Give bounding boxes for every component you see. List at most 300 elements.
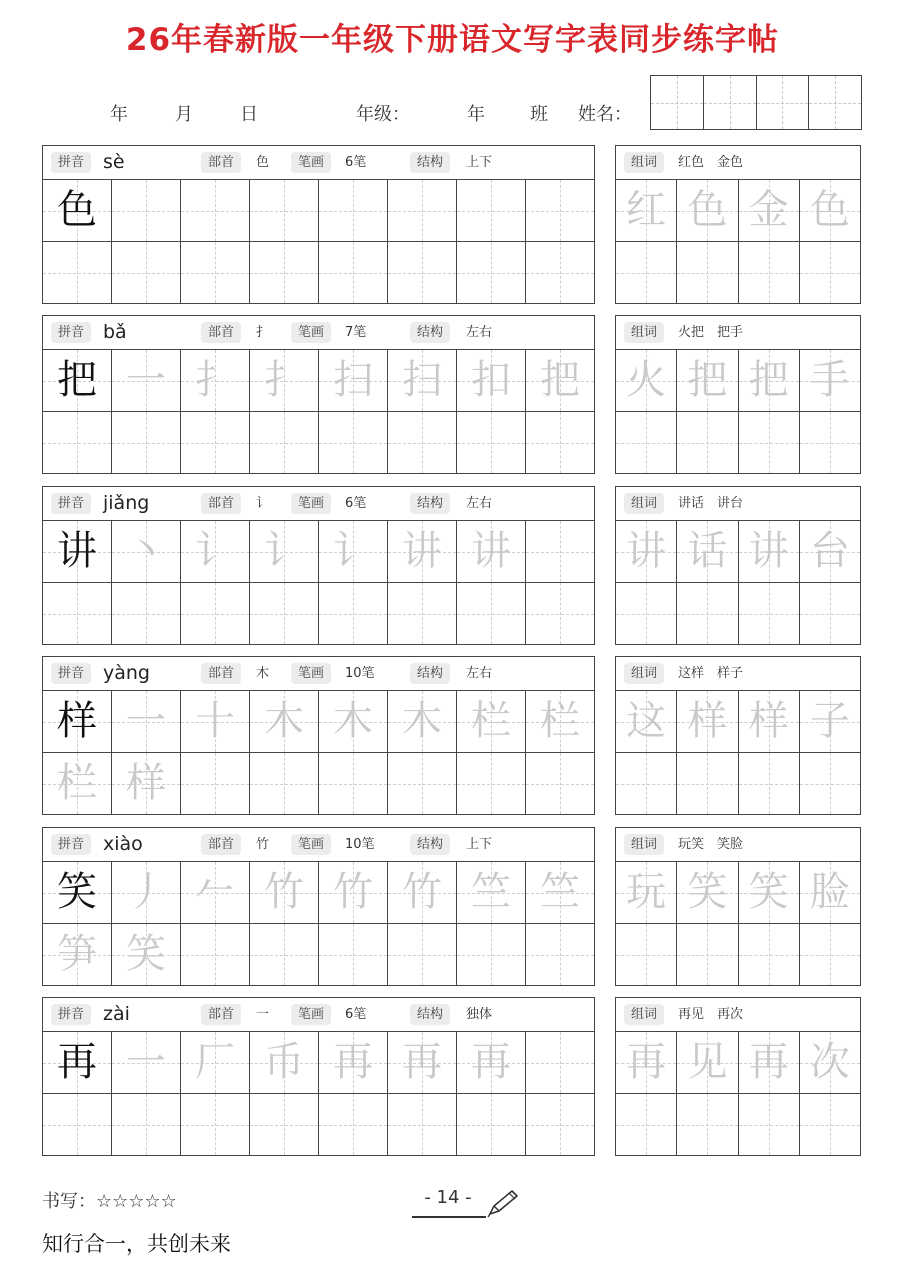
name-cell[interactable]: [809, 76, 861, 129]
writing-score: 书写：☆☆☆☆☆: [42, 1191, 177, 1212]
tian-grid: [43, 350, 594, 473]
tian-cell[interactable]: [739, 350, 800, 411]
day-label: 日: [240, 104, 258, 125]
tian-cell[interactable]: [457, 862, 526, 923]
practice-block: [42, 315, 595, 474]
tian-cell[interactable]: [388, 862, 457, 923]
practice-block: [42, 486, 595, 645]
trace-character: [457, 1094, 525, 1155]
trace-character: 木: [264, 698, 304, 744]
tian-cell[interactable]: [388, 521, 457, 582]
tian-cell[interactable]: [677, 521, 738, 582]
name-cell[interactable]: [651, 76, 704, 129]
name-writing-grid[interactable]: [650, 75, 862, 130]
grid-row: [616, 691, 860, 752]
tian-cell[interactable]: [319, 691, 388, 752]
model-character: 笑: [57, 869, 97, 915]
trace-character: [43, 583, 111, 644]
practice-block: [42, 997, 595, 1156]
pinyin-value: zài: [103, 1003, 130, 1025]
trace-character: [457, 180, 525, 241]
tian-cell[interactable]: [739, 521, 800, 582]
radical-value: 讠: [256, 496, 270, 511]
tian-cell[interactable]: [526, 412, 594, 473]
trace-character: 𠂉: [195, 869, 235, 915]
tian-cell[interactable]: [388, 753, 457, 814]
trace-character: [388, 242, 456, 303]
tian-cell[interactable]: [457, 242, 526, 303]
tian-cell[interactable]: [526, 1094, 594, 1155]
strokes-value: 7笔: [345, 325, 367, 340]
word-trace-character: 样: [687, 698, 728, 744]
tian-cell[interactable]: [526, 583, 594, 644]
tian-cell[interactable]: [250, 691, 319, 752]
structure-value: 上下: [466, 837, 493, 852]
tian-cell[interactable]: [616, 350, 677, 411]
tian-cell[interactable]: [319, 350, 388, 411]
radical-value: 色: [256, 155, 270, 170]
grid-row: [43, 691, 594, 752]
trace-character: 竺: [540, 869, 580, 915]
tian-cell[interactable]: [677, 753, 738, 814]
trace-character: [526, 753, 594, 814]
tian-cell[interactable]: [457, 753, 526, 814]
tian-cell[interactable]: [526, 242, 594, 303]
structure-tag: 结构: [410, 493, 450, 514]
strokes-tag: 笔画: [291, 663, 331, 684]
tian-cell[interactable]: [739, 924, 800, 985]
tian-cell[interactable]: [112, 691, 181, 752]
tian-cell[interactable]: [800, 521, 860, 582]
tian-cell[interactable]: [181, 180, 250, 241]
strokes-tag: 笔画: [291, 493, 331, 514]
tian-cell[interactable]: [739, 583, 800, 644]
tian-cell[interactable]: [739, 242, 800, 303]
tian-cell[interactable]: [677, 691, 738, 752]
tian-cell[interactable]: [319, 753, 388, 814]
word-trace-character: 再: [626, 1039, 667, 1085]
block-header: [43, 998, 594, 1032]
grid-row: [616, 241, 860, 303]
trace-character: 扣: [471, 357, 511, 403]
tian-cell[interactable]: [616, 1094, 677, 1155]
tian-cell[interactable]: [250, 583, 319, 644]
tian-cell[interactable]: [616, 1032, 677, 1093]
tian-cell[interactable]: [457, 1094, 526, 1155]
grid-row: [616, 1032, 860, 1093]
trace-character: [457, 924, 525, 985]
tian-cell[interactable]: [800, 691, 860, 752]
word-block: [615, 656, 861, 815]
radical-tag: 部首: [201, 663, 241, 684]
trace-character: [181, 180, 249, 241]
word-trace-character: 火: [626, 357, 667, 403]
pinyin-value: sè: [103, 151, 125, 173]
trace-character: [526, 180, 594, 241]
trace-character: [457, 242, 525, 303]
structure-value: 独体: [466, 1007, 493, 1022]
trace-character: [181, 412, 249, 473]
tian-cell[interactable]: [616, 180, 677, 241]
tian-cell[interactable]: [800, 180, 860, 241]
tian-cell[interactable]: [181, 924, 250, 985]
tian-cell[interactable]: [250, 1032, 319, 1093]
tian-cell[interactable]: [616, 924, 677, 985]
tian-grid: [43, 180, 594, 303]
tian-cell[interactable]: [112, 862, 181, 923]
tian-cell[interactable]: [319, 521, 388, 582]
trace-character: [250, 1094, 318, 1155]
tian-cell[interactable]: [250, 350, 319, 411]
word-trace-character: 这: [626, 698, 667, 744]
tian-cell[interactable]: [800, 1094, 860, 1155]
block-header: [43, 828, 594, 862]
tian-cell[interactable]: [112, 753, 181, 814]
tian-cell[interactable]: [250, 1094, 319, 1155]
trace-character: [181, 753, 249, 814]
tian-cell[interactable]: [616, 412, 677, 473]
tian-cell[interactable]: [526, 350, 594, 411]
tian-cell[interactable]: [112, 521, 181, 582]
tian-cell[interactable]: [250, 753, 319, 814]
trace-character: [526, 242, 594, 303]
tian-grid: [43, 1032, 594, 1155]
trace-character: 竹: [333, 869, 373, 915]
tian-cell[interactable]: [388, 180, 457, 241]
tian-cell[interactable]: [250, 412, 319, 473]
tian-cell[interactable]: [526, 862, 594, 923]
tian-cell[interactable]: [388, 1032, 457, 1093]
grid-row: [43, 411, 594, 473]
word-grid: [616, 691, 860, 814]
tian-cell[interactable]: [800, 1032, 860, 1093]
tian-cell[interactable]: [800, 583, 860, 644]
tian-cell[interactable]: [677, 1094, 738, 1155]
radical-value: 扌: [256, 325, 270, 340]
tian-cell[interactable]: [388, 350, 457, 411]
word-block: [615, 827, 861, 986]
trace-character: [250, 583, 318, 644]
tian-cell[interactable]: [616, 862, 677, 923]
word-trace-character: 子: [809, 698, 850, 744]
tian-cell[interactable]: [457, 521, 526, 582]
strokes-value: 6笔: [345, 496, 367, 511]
tian-cell[interactable]: [739, 691, 800, 752]
tian-cell[interactable]: [457, 350, 526, 411]
grid-row: [43, 350, 594, 411]
trace-character: [319, 583, 387, 644]
tian-cell[interactable]: [181, 862, 250, 923]
page-number: - 14 -: [424, 1187, 472, 1208]
tian-cell[interactable]: [616, 521, 677, 582]
pencil-icon: [486, 1188, 520, 1218]
trace-character: 讠: [333, 528, 373, 574]
words-tag: 组词: [624, 493, 664, 514]
grid-row: [43, 923, 594, 985]
word-trace-character: 手: [809, 357, 850, 403]
pinyin-tag: 拼音: [51, 834, 91, 855]
trace-character: 讠: [195, 528, 235, 574]
tian-cell[interactable]: [181, 753, 250, 814]
structure-tag: 结构: [410, 663, 450, 684]
tian-cell[interactable]: [388, 412, 457, 473]
words-value: 红色 金色: [678, 155, 744, 170]
tian-cell[interactable]: [112, 924, 181, 985]
grid-row: [43, 862, 594, 923]
tian-cell[interactable]: [677, 924, 738, 985]
word-block-header: [616, 998, 860, 1032]
trace-character: [457, 753, 525, 814]
trace-character: [319, 924, 387, 985]
tian-cell[interactable]: [319, 1094, 388, 1155]
trace-character: [181, 242, 249, 303]
tian-cell[interactable]: [677, 242, 738, 303]
tian-cell[interactable]: [800, 862, 860, 923]
trace-character: [250, 242, 318, 303]
tian-cell[interactable]: [112, 180, 181, 241]
grid-row: [616, 411, 860, 473]
word-block-header: [616, 828, 860, 862]
trace-character: [181, 583, 249, 644]
grid-row: [43, 1093, 594, 1155]
tian-cell[interactable]: [112, 1094, 181, 1155]
word-trace-character: 色: [687, 187, 728, 233]
word-trace-character: 讲: [626, 528, 667, 574]
trace-character: [526, 1032, 594, 1093]
block-header: [43, 657, 594, 691]
trace-character: 再: [402, 1039, 442, 1085]
tian-grid: [43, 862, 594, 985]
tian-cell[interactable]: [457, 924, 526, 985]
tian-cell[interactable]: [457, 1032, 526, 1093]
word-trace-character: 色: [809, 187, 850, 233]
name-cell[interactable]: [704, 76, 757, 129]
strokes-tag: 笔画: [291, 834, 331, 855]
tian-grid: [43, 691, 594, 814]
trace-character: [388, 583, 456, 644]
radical-tag: 部首: [201, 152, 241, 173]
model-character: 把: [57, 357, 97, 403]
tian-cell[interactable]: [388, 242, 457, 303]
tian-cell[interactable]: [319, 1032, 388, 1093]
model-character: 讲: [57, 528, 97, 574]
tian-cell[interactable]: [43, 412, 112, 473]
tian-cell[interactable]: [43, 242, 112, 303]
tian-cell[interactable]: [739, 412, 800, 473]
tian-cell[interactable]: [43, 1094, 112, 1155]
tian-cell[interactable]: [250, 180, 319, 241]
trace-character: 竺: [471, 869, 511, 915]
trace-character: 笑: [126, 931, 166, 977]
trace-character: 厂: [195, 1039, 235, 1085]
word-trace-character: 笑: [687, 869, 728, 915]
tian-cell[interactable]: [250, 521, 319, 582]
word-block-header: [616, 487, 860, 521]
tian-cell[interactable]: [800, 924, 860, 985]
word-block: [615, 997, 861, 1156]
word-trace-character: 样: [748, 698, 789, 744]
tian-cell[interactable]: [112, 412, 181, 473]
model-character: 样: [57, 698, 97, 744]
practice-block: [42, 827, 595, 986]
tian-cell[interactable]: [112, 242, 181, 303]
block-header: [43, 487, 594, 521]
tian-cell[interactable]: [112, 1032, 181, 1093]
word-block-header: [616, 657, 860, 691]
grid-row: [616, 862, 860, 923]
radical-value: 木: [256, 666, 270, 681]
tian-cell[interactable]: [739, 862, 800, 923]
tian-cell[interactable]: [677, 862, 738, 923]
trace-character: [181, 1094, 249, 1155]
tian-cell[interactable]: [112, 583, 181, 644]
tian-cell[interactable]: [43, 521, 112, 582]
grid-row: [43, 1032, 594, 1093]
tian-cell[interactable]: [112, 350, 181, 411]
tian-cell[interactable]: [739, 1032, 800, 1093]
trace-character: [43, 242, 111, 303]
tian-cell[interactable]: [319, 242, 388, 303]
tian-cell[interactable]: [181, 242, 250, 303]
tian-cell[interactable]: [388, 583, 457, 644]
grade-label: 年级：: [356, 104, 410, 125]
tian-cell[interactable]: [181, 350, 250, 411]
structure-tag: 结构: [410, 1004, 450, 1025]
tian-cell[interactable]: [616, 691, 677, 752]
tian-cell[interactable]: [181, 1032, 250, 1093]
tian-cell[interactable]: [677, 350, 738, 411]
tian-cell[interactable]: [388, 924, 457, 985]
word-grid: [616, 180, 860, 303]
word-block-header: [616, 146, 860, 180]
tian-cell[interactable]: [43, 753, 112, 814]
tian-cell[interactable]: [43, 583, 112, 644]
tian-cell[interactable]: [800, 350, 860, 411]
tian-cell[interactable]: [43, 350, 112, 411]
tian-cell[interactable]: [181, 691, 250, 752]
tian-cell[interactable]: [181, 521, 250, 582]
trace-character: 样: [126, 760, 166, 806]
trace-character: [181, 924, 249, 985]
tian-cell[interactable]: [43, 180, 112, 241]
model-character: 再: [57, 1039, 97, 1085]
block-header: [43, 316, 594, 350]
tian-cell[interactable]: [319, 924, 388, 985]
radical-value: 一: [256, 1007, 270, 1022]
trace-character: [388, 1094, 456, 1155]
tian-cell[interactable]: [739, 180, 800, 241]
tian-cell[interactable]: [800, 242, 860, 303]
tian-cell[interactable]: [388, 1094, 457, 1155]
tian-cell[interactable]: [800, 753, 860, 814]
strokes-value: 10笔: [345, 666, 375, 681]
strokes-value: 6笔: [345, 1007, 367, 1022]
trace-character: [250, 180, 318, 241]
tian-cell[interactable]: [319, 180, 388, 241]
tian-cell[interactable]: [526, 691, 594, 752]
structure-tag: 结构: [410, 322, 450, 343]
tian-cell[interactable]: [457, 180, 526, 241]
tian-cell[interactable]: [677, 1032, 738, 1093]
name-cell[interactable]: [757, 76, 810, 129]
tian-cell[interactable]: [181, 412, 250, 473]
tian-cell[interactable]: [457, 691, 526, 752]
tian-cell[interactable]: [526, 521, 594, 582]
tian-cell[interactable]: [457, 583, 526, 644]
tian-cell[interactable]: [739, 1094, 800, 1155]
tian-cell[interactable]: [43, 1032, 112, 1093]
tian-cell[interactable]: [250, 862, 319, 923]
tian-cell[interactable]: [43, 862, 112, 923]
tian-cell[interactable]: [526, 180, 594, 241]
tian-cell[interactable]: [616, 753, 677, 814]
tian-cell[interactable]: [457, 412, 526, 473]
structure-value: 上下: [466, 155, 493, 170]
tian-cell[interactable]: [181, 1094, 250, 1155]
word-trace-character: 把: [687, 357, 728, 403]
word-trace-character: 话: [687, 528, 728, 574]
trace-character: [319, 412, 387, 473]
trace-character: 一: [126, 698, 166, 744]
trace-character: 栏: [57, 760, 97, 806]
tian-cell[interactable]: [800, 412, 860, 473]
words-value: 火把 把手: [678, 325, 744, 340]
tian-cell[interactable]: [43, 691, 112, 752]
word-trace-character: 玩: [626, 869, 667, 915]
tian-cell[interactable]: [616, 242, 677, 303]
tian-cell[interactable]: [526, 753, 594, 814]
block-header: [43, 146, 594, 180]
structure-value: 左右: [466, 496, 493, 511]
tian-cell[interactable]: [250, 242, 319, 303]
words-value: 讲话 讲台: [678, 496, 744, 511]
tian-cell[interactable]: [739, 753, 800, 814]
trace-character: 扫: [333, 357, 373, 403]
trace-character: [112, 412, 180, 473]
words-tag: 组词: [624, 1004, 664, 1025]
grid-row: [43, 752, 594, 814]
tian-cell[interactable]: [616, 583, 677, 644]
tian-cell[interactable]: [319, 412, 388, 473]
tian-cell[interactable]: [677, 583, 738, 644]
word-trace-character: 金: [748, 187, 789, 233]
tian-cell[interactable]: [319, 862, 388, 923]
strokes-value: 6笔: [345, 155, 367, 170]
word-trace-character: 讲: [748, 528, 789, 574]
words-value: 玩笑 笑脸: [678, 837, 744, 852]
word-grid: [616, 350, 860, 473]
trace-character: [319, 1094, 387, 1155]
word-trace-character: 再: [748, 1039, 789, 1085]
tian-cell[interactable]: [250, 924, 319, 985]
tian-cell[interactable]: [388, 691, 457, 752]
radical-tag: 部首: [201, 322, 241, 343]
tian-cell[interactable]: [43, 924, 112, 985]
tian-cell[interactable]: [181, 583, 250, 644]
tian-cell[interactable]: [677, 412, 738, 473]
tian-cell[interactable]: [677, 180, 738, 241]
word-grid: [616, 862, 860, 985]
trace-character: 十: [195, 698, 235, 744]
tian-cell[interactable]: [319, 583, 388, 644]
tian-cell[interactable]: [526, 924, 594, 985]
word-grid: [616, 521, 860, 644]
trace-character: [526, 412, 594, 473]
tian-cell[interactable]: [526, 1032, 594, 1093]
radical-value: 竹: [256, 837, 270, 852]
word-grid: [616, 1032, 860, 1155]
name-label: 姓名：: [578, 104, 632, 125]
